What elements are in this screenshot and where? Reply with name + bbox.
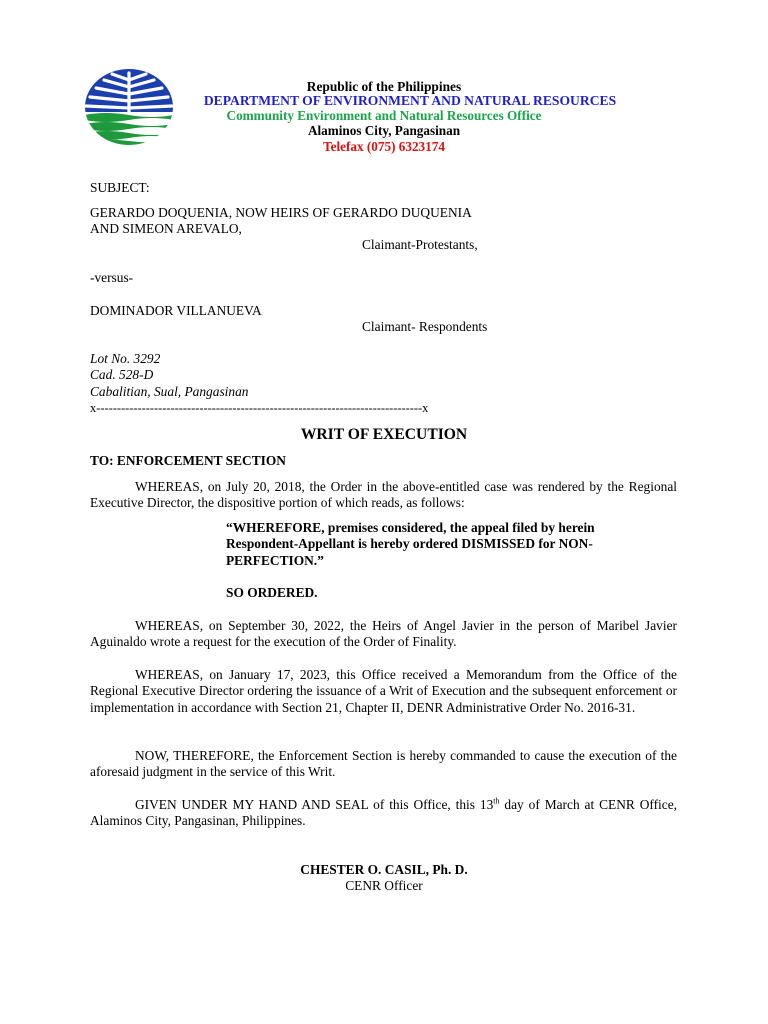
- lot-location: Cabalitian, Sual, Pangasinan: [90, 384, 249, 399]
- ordinal-suffix: th: [493, 796, 500, 806]
- caption-separator: x-------------------------------------------------------------------------------x: [90, 401, 429, 415]
- subject-label: SUBJECT:: [90, 180, 150, 195]
- header-department: DEPARTMENT OF ENVIRONMENT AND NATURAL RESOURCES: [203, 93, 617, 108]
- paragraph-given: GIVEN UNDER MY HAND AND SEAL of this Office, this 13th day of March at CENR Office, Alaminos City, Pangasinan, Philippines.: [90, 796, 677, 829]
- signatory-position: CENR Officer: [345, 878, 423, 893]
- cad-number: Cad. 528-D: [90, 367, 154, 382]
- paragraph-2: WHEREAS, on September 30, 2022, the Heirs of Angel Javier in the person of Maribel Javier Aguinaldo wrote a request for the execution of the Order of Finality.: [90, 618, 677, 650]
- addressee: TO: ENFORCEMENT SECTION: [90, 453, 286, 468]
- paragraph-3: WHEREAS, on January 17, 2023, this Office received a Memorandum from the Office of the Regional Executive Director ordering the issuance of a Writ of Execution and the subsequent enforcement or implementation in accordance with Section 21, Chapter II, DENR Administrative Order No. 2016-31.: [90, 667, 677, 715]
- claimants-line-2: AND SIMEON AREVALO,: [90, 221, 242, 236]
- signatory-name: CHESTER O. CASIL, Ph. D.: [300, 862, 468, 877]
- paragraph-1: WHEREAS, on July 20, 2018, the Order in the above-entitled case was rendered by the Regional Executive Director, the dispositive portion of which reads, as follows:: [90, 479, 677, 511]
- dispositive-quote: “WHEREFORE, premises considered, the appeal filed by herein Respondent-Appellant is hereby ordered DISMISSED for NON-PERFECTION.”: [226, 520, 595, 568]
- so-ordered: SO ORDERED.: [226, 585, 318, 600]
- claimants-role: Claimant-Protestants,: [362, 237, 478, 252]
- respondent-role: Claimant- Respondents: [362, 319, 488, 334]
- document-title: WRIT OF EXECUTION: [300, 426, 468, 443]
- lot-number: Lot No. 3292: [90, 351, 161, 366]
- header-city: Alaminos City, Pangasinan: [307, 123, 461, 138]
- header-republic: Republic of the Philippines: [306, 79, 462, 94]
- versus: -versus-: [90, 270, 134, 285]
- header-telefax: Telefax (075) 6323174: [323, 139, 445, 154]
- header-office: Community Environment and Natural Resources Office: [226, 108, 542, 123]
- respondent-name: DOMINADOR VILLANUEVA: [90, 303, 262, 318]
- claimants-line-1: GERARDO DOQUENIA, NOW HEIRS OF GERARDO DUQUENIA: [90, 205, 472, 220]
- paragraph-4: NOW, THEREFORE, the Enforcement Section is hereby commanded to cause the execution of the aforesaid judgment in the service of this Writ.: [90, 748, 677, 780]
